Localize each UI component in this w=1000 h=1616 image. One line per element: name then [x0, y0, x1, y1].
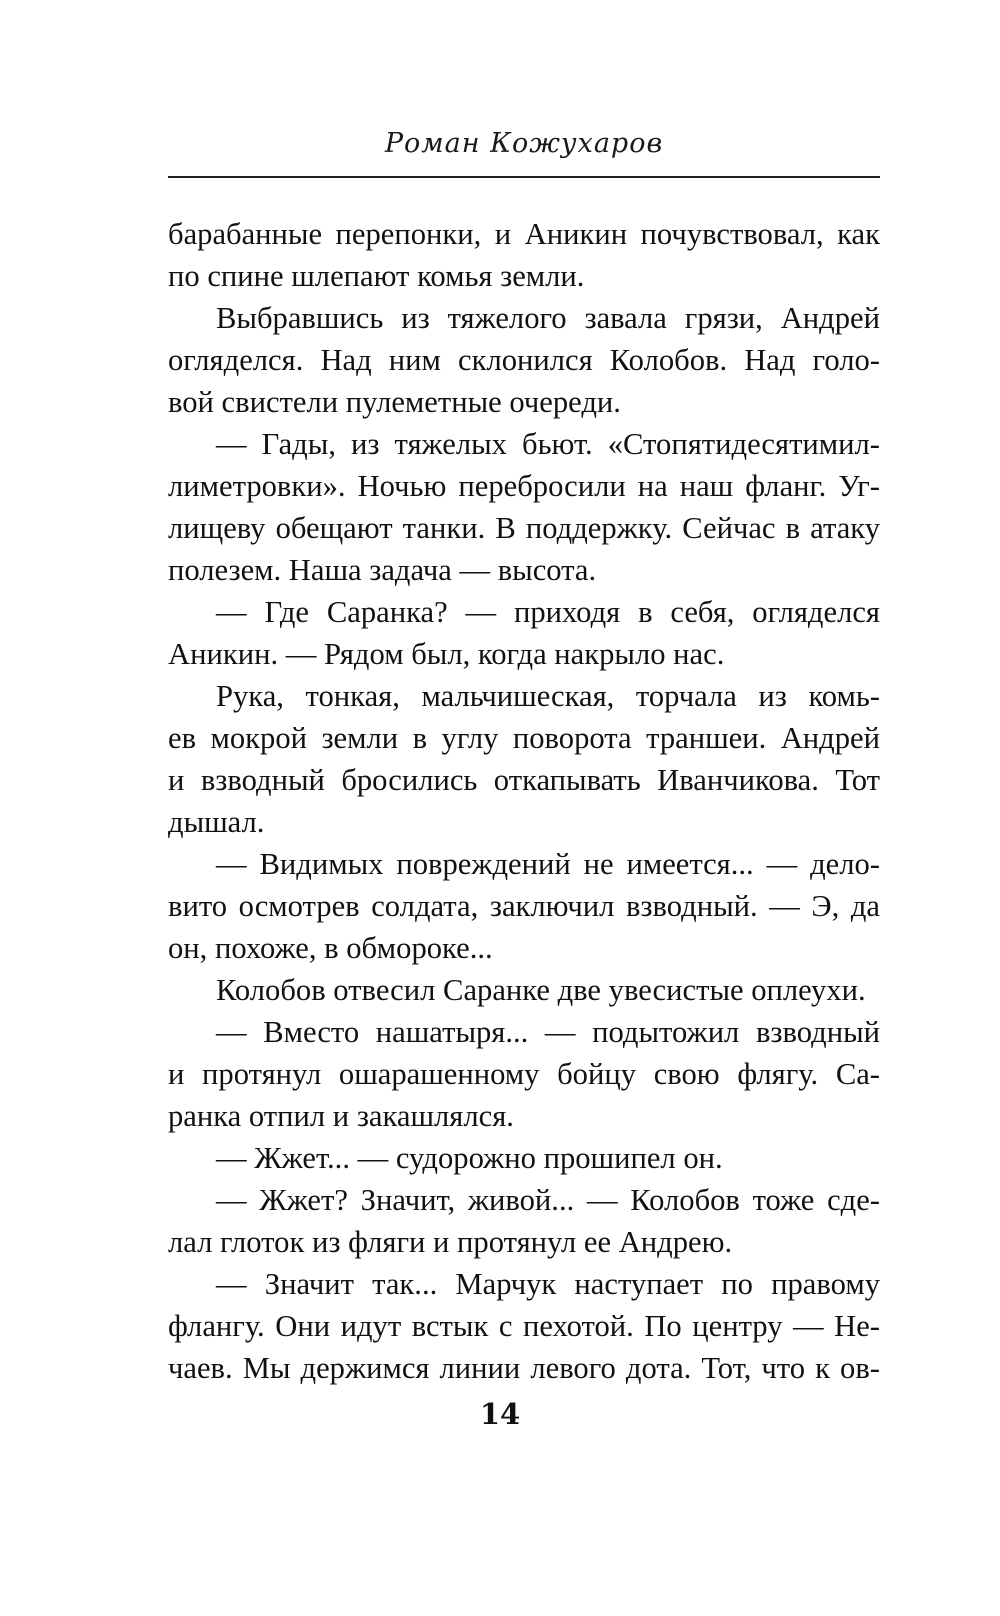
text-line: по спине шлепают комья земли. — [168, 259, 585, 293]
text-line: Аникин. — Рядом был, когда накрыло нас. — [168, 637, 725, 671]
text-line: — Жжет... — судорожно прошипел он. — [216, 1141, 723, 1175]
text-line: вито осмотрев солдата, заключил взводный. — Э, да — [168, 889, 880, 923]
text-line: — Вместо нашатыря... — подытожил взводный — [216, 1015, 880, 1049]
text-line: Рука, тонкая, мальчишеская, торчала из комь- — [216, 679, 880, 713]
text-line: огляделся. Над ним склонился Колобов. Над голо- — [168, 343, 880, 377]
text-line: дышал. — [168, 805, 265, 839]
text-line: Колобов отвесил Саранке две увесистые оплеухи. — [216, 973, 866, 1007]
text-line: барабанные перепонки, и Аникин почувствовал, как — [168, 217, 880, 251]
page-number: 14 — [479, 1397, 521, 1431]
running-header: Роман Кожухаров — [384, 128, 664, 159]
text-line: — Жжет? Значит, живой... — Колобов тоже сде- — [216, 1183, 880, 1217]
text-line: он, похоже, в обмороке... — [168, 931, 493, 965]
text-line: флангу. Они идут встык с пехотой. По центру — Не- — [168, 1309, 880, 1343]
text-line: и взводный бросились откапывать Иванчикова. Тот — [168, 763, 880, 797]
text-line: лиметровки». Ночью перебросили на наш фланг. Уг- — [168, 469, 880, 503]
body-text — [168, 213, 880, 1389]
text-line: Выбравшись из тяжелого завала грязи, Андрей — [216, 301, 880, 335]
text-line: — Где Саранка? — приходя в себя, огляделся — [216, 595, 880, 629]
text-line: ранка отпил и закашлялся. — [168, 1099, 514, 1133]
text-line: полезем. Наша задача — высота. — [168, 553, 597, 587]
text-line: чаев. Мы держимся линии левого дота. Тот, что к ов- — [168, 1351, 880, 1385]
text-line: — Значит так... Марчук наступает по правому — [216, 1267, 880, 1301]
text-line: и протянул ошарашенному бойцу свою флягу. Са- — [168, 1057, 880, 1091]
text-line: лал глоток из фляги и протянул ее Андрею. — [168, 1225, 733, 1259]
text-line: — Видимых повреждений не имеется... — дело- — [216, 847, 880, 881]
header-rule — [168, 176, 880, 178]
text-line: вой свистели пулеметные очереди. — [168, 385, 621, 419]
text-line: ев мокрой земли в углу поворота траншеи. Андрей — [168, 721, 880, 755]
text-line: — Гады, из тяжелых бьют. «Стопятидесятимил- — [216, 427, 880, 461]
text-line: лищеву обещают танки. В поддержку. Сейчас в атаку — [168, 511, 880, 545]
